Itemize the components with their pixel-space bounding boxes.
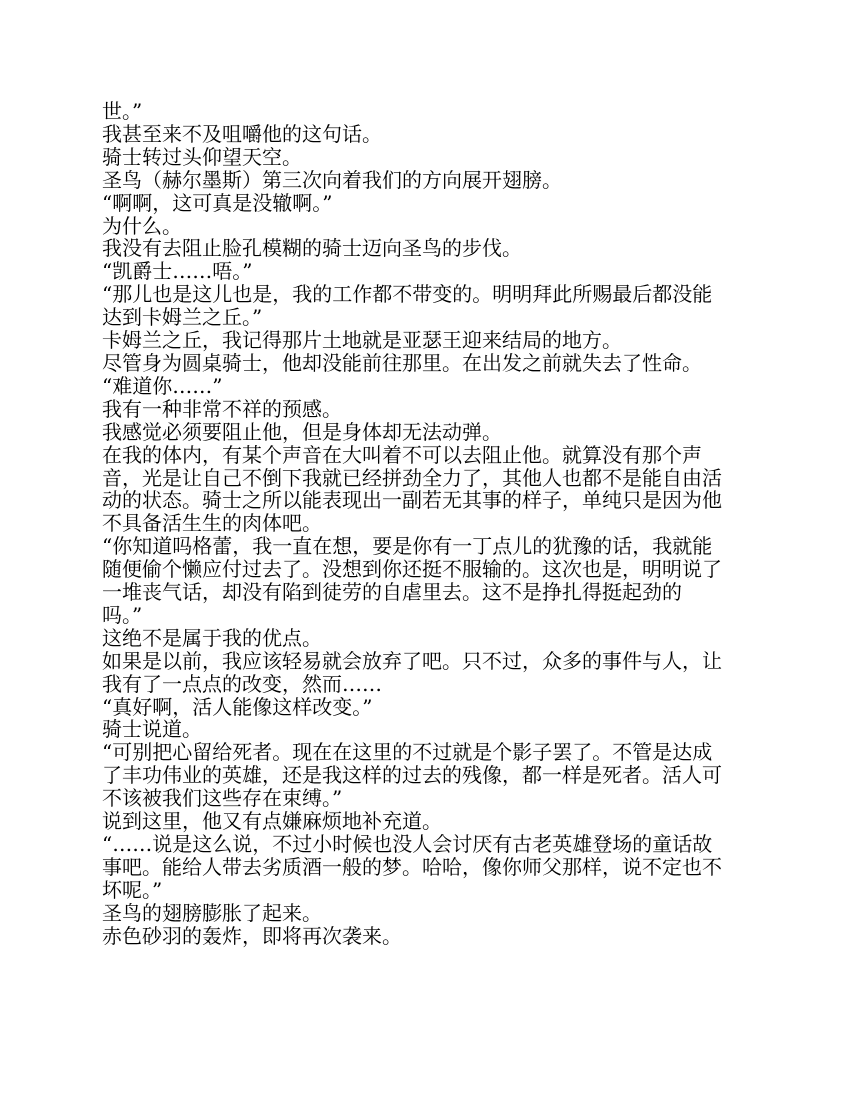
paragraph: 世。” xyxy=(102,99,143,123)
paragraph: “……说是这么说，不过小时候也没人会讨厌有古老英雄登场的童话故 事吧。能给人带去劣质酒一般的梦。哈哈，像你师父那样，说不定也不 坏呢。” xyxy=(102,832,722,902)
paragraph: 卡姆兰之丘，我记得那片土地就是亚瑟王迎来结局的地方。 xyxy=(102,328,622,353)
paragraph: 尽管身为圆桌骑士，他却没能前往那里。在出发之前就失去了性命。 xyxy=(102,350,702,375)
paragraph: “凯爵士……唔。” xyxy=(102,259,253,284)
paragraph: 在我的体内，有某个声音在大叫着不可以去阻止他。就算没有那个声 音，光是让自己不倒下我就已经拼劲全力了，其他人也都不是能自由活 动的状态。骑士之所以能表现出一副若无其事的样子，单纯只是因为他 不具备活生生的肉体吧。 xyxy=(102,442,722,536)
paragraph: 我有一种非常不祥的预感。 xyxy=(102,396,342,421)
paragraph: 为什么。 xyxy=(102,213,182,238)
paragraph: 我感觉必须要阻止他，但是身体却无法动弹。 xyxy=(102,419,502,444)
paragraph: 骑士转过头仰望天空。 xyxy=(102,144,302,169)
paragraph: 我没有去阻止脸孔模糊的骑士迈向圣鸟的步伐。 xyxy=(102,236,522,261)
paragraph: 圣鸟的翅膀膨胀了起来。 xyxy=(102,900,322,925)
paragraph: 圣鸟（赫尔墨斯）第三次向着我们的方向展开翅膀。 xyxy=(102,167,562,192)
paragraph: “你知道吗格蕾，我一直在想，要是你有一丁点儿的犹豫的话，我就能 随便偷个懒应付过去了。没想到你还挺不服输的。这次也是，明明说了 一堆丧气话，却没有陷到徒劳的自虐里去。这不是挣扎得挺起劲的 吗。” xyxy=(102,534,722,627)
paragraph: 如果是以前，我应该轻易就会放弃了吧。只不过，众多的事件与人，让 我有了一点点的改变，然而…… xyxy=(102,648,722,696)
document-page xyxy=(102,100,762,948)
paragraph: 说到这里，他又有点嫌麻烦地补充道。 xyxy=(102,809,442,834)
paragraph: 这绝不是属于我的优点。 xyxy=(102,625,322,650)
paragraph: “啊啊，这可真是没辙啊。” xyxy=(102,190,333,215)
paragraph: “那儿也是这儿也是，我的工作都不带变的。明明拜此所赐最后都没能 达到卡姆兰之丘。” xyxy=(102,282,713,330)
paragraph: “真好啊，活人能像这样改变。” xyxy=(102,694,373,719)
paragraph: “可别把心留给死者。现在在这里的不过就是个影子罢了。不管是达成 了丰功伟业的英雄，还是我这样的过去的残像，都一样是死者。活人可 不该被我们这些存在束缚。” xyxy=(102,740,722,811)
paragraph: 我甚至来不及咀嚼他的这句话。 xyxy=(102,121,382,146)
paragraph: 赤色砂羽的轰炸，即将再次袭来。 xyxy=(102,923,402,948)
paragraph: 骑士说道。 xyxy=(102,717,202,742)
paragraph: “难道你……” xyxy=(102,373,223,398)
